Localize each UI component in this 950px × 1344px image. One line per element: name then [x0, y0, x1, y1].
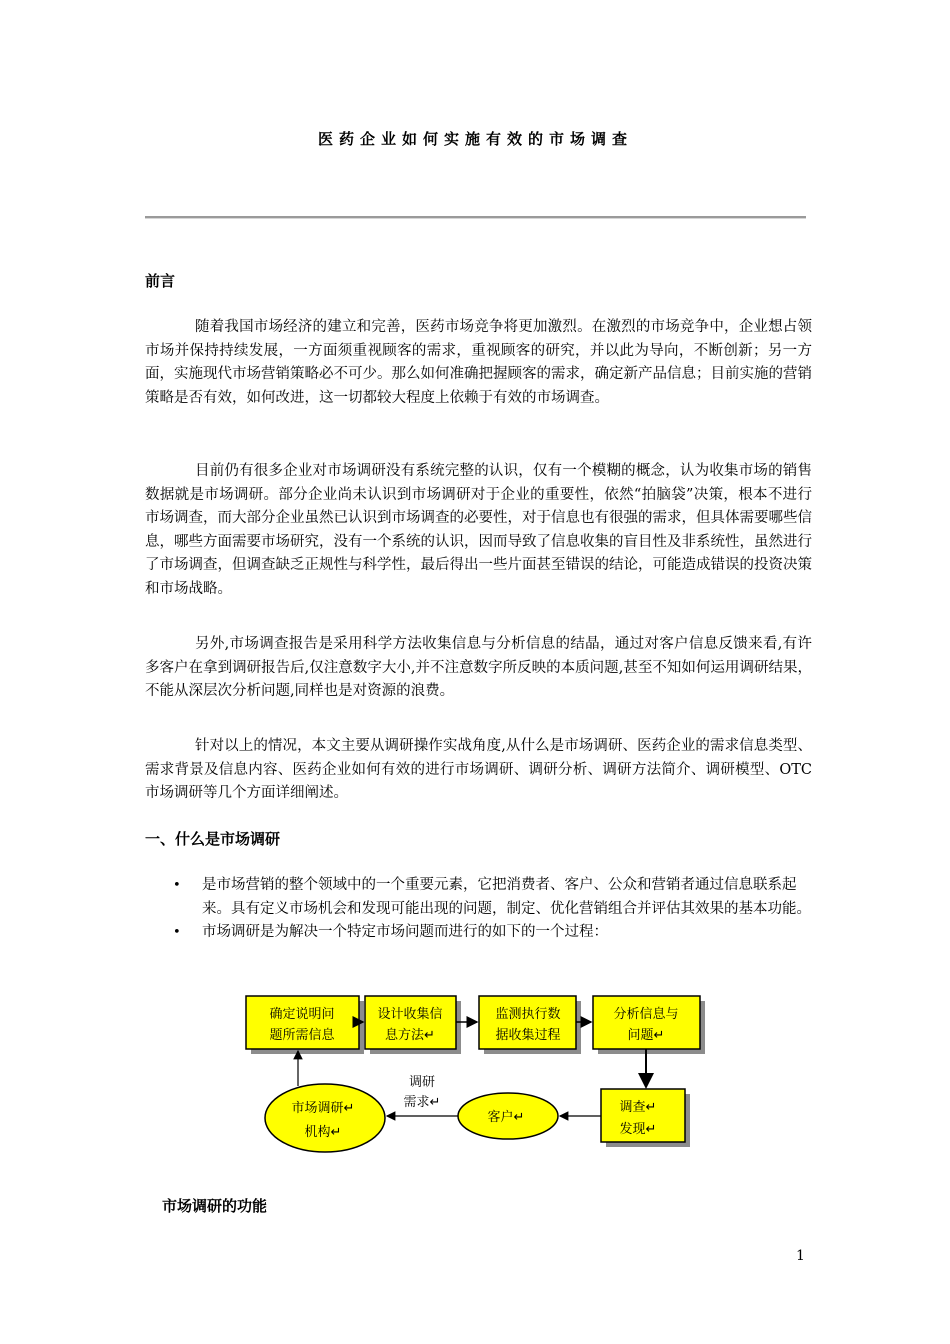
page-number: 1 [796, 1248, 805, 1264]
process-box-findings [601, 1089, 690, 1147]
market-research-process-diagram [240, 990, 710, 1160]
svg-text:调查↵: 调查↵ [619, 1100, 657, 1115]
svg-text:机构↵: 机构↵ [304, 1125, 342, 1140]
subsection-heading: 市场调研的功能 [162, 1197, 268, 1215]
svg-text:设计收集信: 设计收集信 [377, 1007, 443, 1022]
svg-text:题所需信息: 题所需信息 [269, 1028, 335, 1043]
edge-label-research-demand: 调研 [408, 1075, 436, 1090]
list-item [168, 921, 818, 945]
bullet-list [168, 874, 818, 945]
list-item [168, 874, 818, 921]
list-item-text: 是市场营销的整个领域中的一个重要元素，它把消费者、客户、公众和营销者通过信息联系起来。具有定义市场机会和发现可能出现的问题，制定、优化营销组合并评估其效果的基本功能。 [202, 877, 811, 917]
process-box-analyze [593, 996, 705, 1054]
svg-text:分析信息与: 分析信息与 [613, 1007, 679, 1022]
bullet-icon: • [173, 878, 181, 893]
paragraph: 目前仍有很多企业对市场调研没有系统完整的认识，仅有一个模糊的概念，认为收集市场的销售数据就是市场调研。部分企业尚未认识到市场调研对于企业的重要性，依然“拍脑袋”决策，根本不进行市场调查，而大部分企业虽然已认识到市场调查的必要性，对于信息也有很强的需求，但具体需要哪些信息，哪些方面需要市场研究，没有一个系统的认识，因而导致了信息收集的盲目性及非系统性，虽然进行了市场调查，但调查缺乏正规性与科学性，最后得出一些片面甚至错误的结论，可能造成错误的投资决策和市场战略。 [145, 463, 812, 597]
title-divider [145, 216, 806, 219]
paragraph: 针对以上的情况，本文主要从调研操作实战角度,从什么是市场调研、医药企业的需求信息类型、需求背景及信息内容、医药企业如何有效的进行市场调研、调研分析、调研方法简介、调研模型、OTC市场调研等几个方面详细阐述。 [145, 738, 812, 801]
document-title: 医药企业如何实施有效的市场调查 [317, 130, 633, 148]
svg-text:发现↵: 发现↵ [619, 1122, 657, 1137]
svg-text:客户↵: 客户↵ [487, 1110, 525, 1125]
svg-text:问题↵: 问题↵ [627, 1028, 665, 1043]
process-box-monitor-collection [479, 996, 581, 1054]
process-box-define-info [246, 996, 364, 1054]
edge-label-research-demand: 需求↵ [403, 1095, 441, 1110]
preface-heading: 前言 [145, 272, 176, 290]
svg-text:息方法↵: 息方法↵ [385, 1028, 435, 1043]
section-heading: 一、什么是市场调研 [145, 830, 281, 848]
svg-text:监测执行数: 监测执行数 [495, 1007, 561, 1022]
paragraph: 另外,市场调查报告是采用科学方法收集信息与分析信息的结晶，通过对客户信息反馈来看,有许多客户在拿到调研报告后,仅注意数字大小,并不注意数字所反映的本质问题,甚至不知如何运用调研结果，不能从深层次分析问题,同样也是对资源的浪费。 [145, 636, 812, 699]
process-box-design-method [365, 996, 461, 1054]
svg-text:据收集过程: 据收集过程 [495, 1028, 561, 1043]
svg-text:确定说明问: 确定说明问 [269, 1007, 335, 1022]
paragraph: 随着我国市场经济的建立和完善，医药市场竞争将更加激烈。在激烈的市场竞争中，企业想占领市场并保持持续发展，一方面须重视顾客的需求，重视顾客的研究，并以此为导向，不断创新；另一方面，实施现代市场营销策略必不可少。那么如何准确把握顾客的需求，确定新产品信息；目前实施的营销策略是否有效，如何改进，这一切都较大程度上依赖于有效的市场调查。 [145, 319, 812, 406]
list-item-text: 市场调研是为解决一个特定市场问题而进行的如下的一个过程： [202, 924, 608, 940]
client-oval [458, 1093, 558, 1139]
bullet-icon: • [173, 925, 181, 940]
svg-text:市场调研↵: 市场调研↵ [291, 1101, 355, 1116]
research-agency-oval [265, 1084, 385, 1152]
